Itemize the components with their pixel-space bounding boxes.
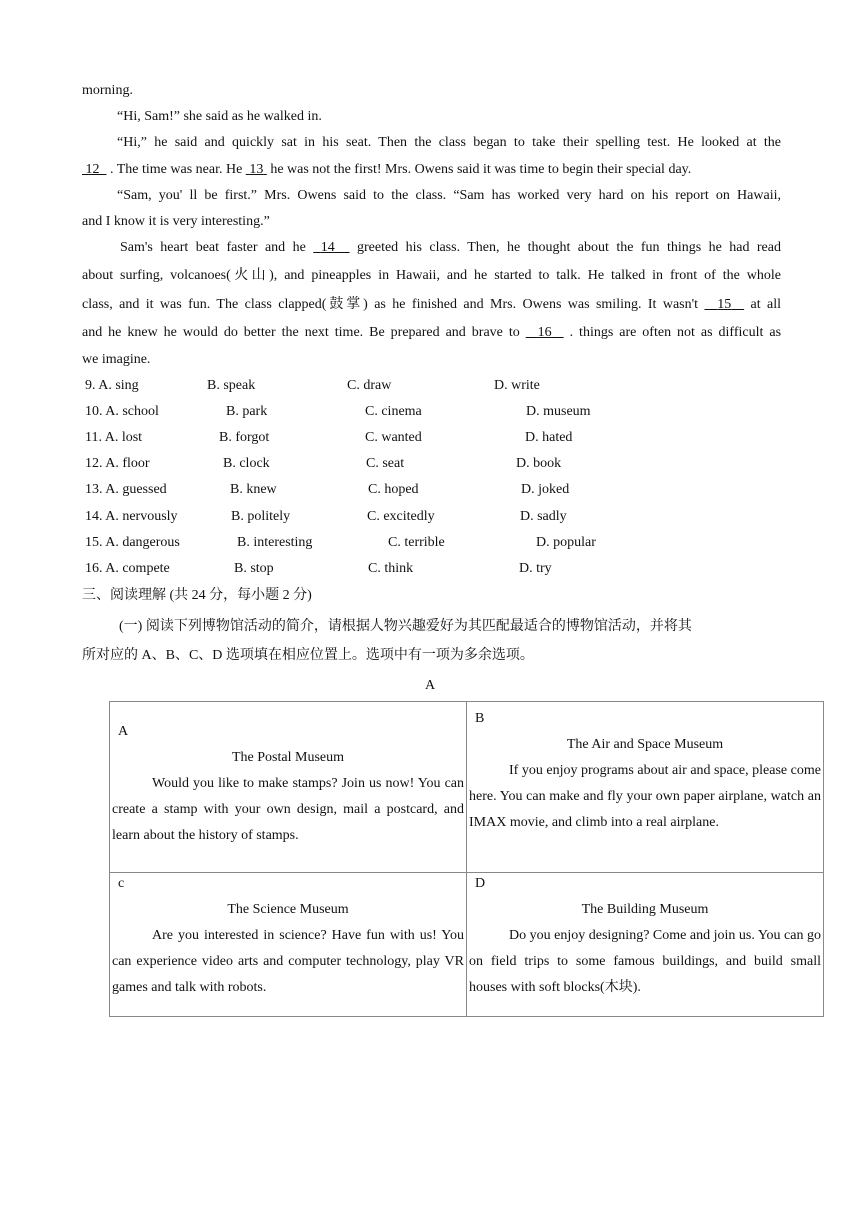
- question-item: B. speak: [207, 378, 256, 393]
- question-item: D. write: [494, 378, 540, 393]
- blank-14: 14: [320, 240, 335, 255]
- question-item: C. think: [368, 561, 414, 576]
- museum-title: The Air and Space Museum: [566, 737, 724, 752]
- question-item: C. hoped: [368, 482, 419, 497]
- passage-line: class, and it was fun. The class clapped(鼓掌) as he finished and Mrs. Owens was smiling. It wasn't 15 at all: [82, 297, 782, 312]
- question-item: D. popular: [536, 535, 596, 550]
- part-label: A: [424, 678, 436, 693]
- blank-16: 16: [537, 325, 552, 340]
- question-item: C. seat: [366, 456, 405, 471]
- passage-line: Sam's heart beat faster and he 14 greeted his class. Then, he thought about the fun things he had read: [120, 240, 781, 255]
- passage-line: “Sam, you' ll be first.” Mrs. Owens said to the class. “Sam has worked very hard on his report on Hawaii,: [117, 188, 781, 203]
- question-item: D. joked: [521, 482, 570, 497]
- passage-line: morning.: [82, 83, 133, 98]
- question-item: C. cinema: [365, 404, 422, 419]
- question-item: 13. A. guessed: [85, 482, 167, 497]
- question-item: B. park: [226, 404, 268, 419]
- question-item: D. hated: [525, 430, 573, 445]
- blank-13: 13: [249, 162, 264, 177]
- question-item: 15. A. dangerous: [85, 535, 180, 550]
- museum-title: The Postal Museum: [232, 750, 344, 765]
- museum-cell-a: [110, 702, 467, 873]
- question-item: 12. A. floor: [85, 456, 150, 471]
- passage-line: “Hi,” he said and quickly sat in his seat. Then the class began to take their spelling test. He looked at the: [117, 135, 781, 150]
- museum-description: Do you enjoy designing? Come and join us. You can go on field trips to some famous buildings, and build small houses with soft blocks(木块).: [469, 928, 821, 995]
- question-item: B. clock: [223, 456, 270, 471]
- section-intro: (一) 阅读下列博物馆活动的简介，请根据人物兴趣爱好为其匹配最适合的博物馆活动，并将其: [119, 619, 692, 634]
- passage-line: 12 . The time was near. He 13 he was not the first! Mrs. Owens said it was time to begin their special day.: [82, 160, 691, 180]
- question-item: C. draw: [347, 378, 392, 393]
- passage-line: we imagine.: [82, 352, 151, 367]
- museum-cell-d: [467, 873, 824, 1017]
- question-item: 11. A. lost: [85, 430, 143, 445]
- option-letter: D: [475, 876, 486, 891]
- question-item: B. stop: [234, 561, 274, 576]
- passage-line: and he knew he would do better the next time. Be prepared and brave to 16 . things are often not as difficult as: [82, 325, 782, 340]
- section-heading: 三、阅读理解 (共 24 分，每小题 2 分): [82, 588, 312, 603]
- museum-description: Would you like to make stamps? Join us now! You can create a stamp with your own design, mail a postcard, and learn about the history of stamps.: [112, 776, 464, 843]
- blank-15: 15: [717, 297, 732, 312]
- option-letter: B: [475, 711, 485, 726]
- question-item: B. politely: [231, 509, 291, 524]
- museum-description: Are you interested in science? Have fun with us! You can experience video arts and computer technology, play VR games and talk with robots.: [112, 928, 464, 995]
- question-item: D. try: [519, 561, 552, 576]
- museum-title: The Building Museum: [581, 902, 709, 917]
- museum-cell-c: [110, 873, 467, 1017]
- question-item: B. forgot: [219, 430, 270, 445]
- question-item: 14. A. nervously: [85, 509, 178, 524]
- option-letter: c: [118, 876, 125, 891]
- section-intro: 所对应的 A、B、C、D 选项填在相应位置上。选项中有一项为多余选项。: [82, 648, 534, 663]
- question-item: D. sadly: [520, 509, 567, 524]
- question-item: C. wanted: [365, 430, 422, 445]
- question-item: 10. A. school: [85, 404, 159, 419]
- question-item: C. excitedly: [367, 509, 435, 524]
- option-letter: A: [118, 724, 129, 739]
- question-item: B. knew: [230, 482, 277, 497]
- passage-line: “Hi, Sam!” she said as he walked in.: [117, 109, 322, 124]
- museum-cell-b: [467, 702, 824, 873]
- question-item: B. interesting: [237, 535, 313, 550]
- passage-line: about surfing, volcanoes(火山), and pineapples in Hawaii, and he started to talk. He talked in front of the whole: [82, 268, 781, 283]
- museum-table: [109, 701, 824, 1017]
- museum-description: If you enjoy programs about air and space, please come here. You can make and fly your own paper airplane, watch an IMAX movie, and climb into a real airplane.: [469, 763, 821, 830]
- question-item: 16. A. compete: [85, 561, 170, 576]
- blank-12: 12: [85, 162, 100, 177]
- question-item: 9. A. sing: [85, 378, 139, 393]
- question-item: D. book: [516, 456, 562, 471]
- question-item: C. terrible: [388, 535, 445, 550]
- question-item: D. museum: [526, 404, 591, 419]
- museum-title: The Science Museum: [227, 902, 349, 917]
- passage-line: and I know it is very interesting.”: [82, 214, 270, 229]
